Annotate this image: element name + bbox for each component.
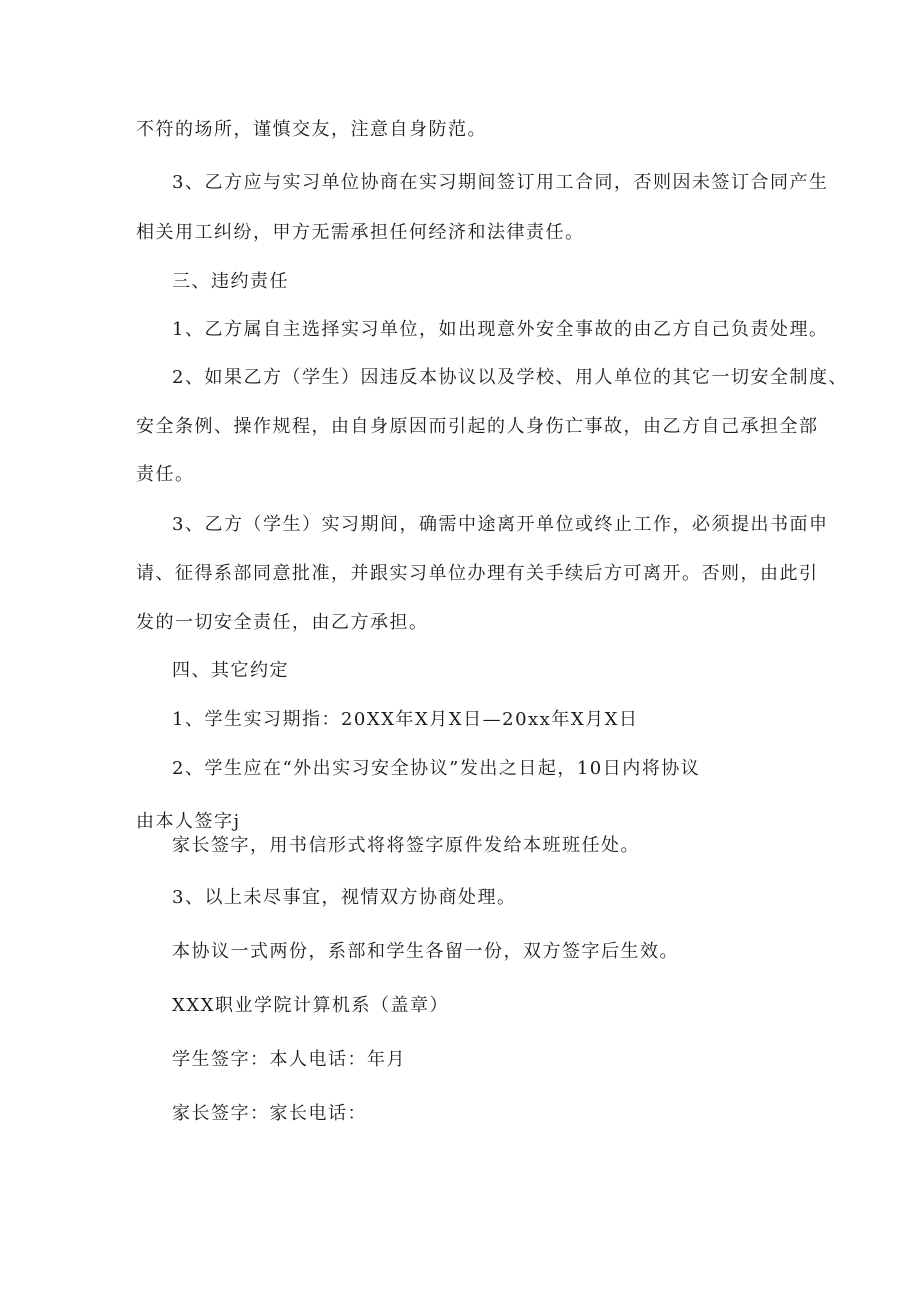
paragraph-line: 请、征得系部同意批准，并跟实习单位办理有关手续后方可离开。否则，由此引 xyxy=(136,563,819,584)
paragraph-line: 3、乙方应与实习单位协商在实习期间签订用工合同，否则因未签订合同产生 xyxy=(172,172,829,193)
paragraph-line: 家长签字，用书信形式将将签字原件发给本班班任处。 xyxy=(172,835,640,856)
paragraph-line: 1、学生实习期指：20XX年X月X日—20xx年X月X日 xyxy=(172,709,639,730)
paragraph-line: 1、乙方属自主选择实习单位，如出现意外安全事故的由乙方自己负责处理。 xyxy=(172,319,829,340)
paragraph-line: 3、乙方（学生）实习期间，确需中途离开单位或终止工作，必须提出书面申 xyxy=(172,514,829,535)
paragraph-line: 本协议一式两份，系部和学生各留一份，双方签字后生效。 xyxy=(172,941,679,962)
paragraph-line: 由本人签字j xyxy=(136,811,241,832)
paragraph-line: 3、以上未尽事宜，视情双方协商处理。 xyxy=(172,887,517,908)
paragraph-line: 责任。 xyxy=(136,464,195,485)
paragraph-line: 安全条例、操作规程，由自身原因而引起的人身伤亡事故，由乙方自己承担全部 xyxy=(136,416,819,437)
section-heading: 三、违约责任 xyxy=(172,271,289,292)
paragraph-line: 相关用工纠纷，甲方无需承担任何经济和法律责任。 xyxy=(136,222,585,243)
paragraph-line: 发的一切安全责任，由乙方承担。 xyxy=(136,612,429,633)
section-heading: 四、其它约定 xyxy=(172,660,289,681)
organization-stamp-line: XXX职业学院计算机系（盖章） xyxy=(172,995,449,1016)
parent-signature-line: 家长签字：家长电话： xyxy=(172,1103,367,1124)
paragraph-line: 2、学生应在“外出实习安全协议”发出之日起，10日内将协议 xyxy=(172,758,701,779)
paragraph-line: 2、如果乙方（学生）因违反本协议以及学校、用人单位的其它一切安全制度、 xyxy=(172,367,848,388)
student-signature-line: 学生签字：本人电话：年月 xyxy=(172,1049,406,1070)
paragraph-line: 不符的场所，谨慎交友，注意自身防范。 xyxy=(136,119,487,140)
